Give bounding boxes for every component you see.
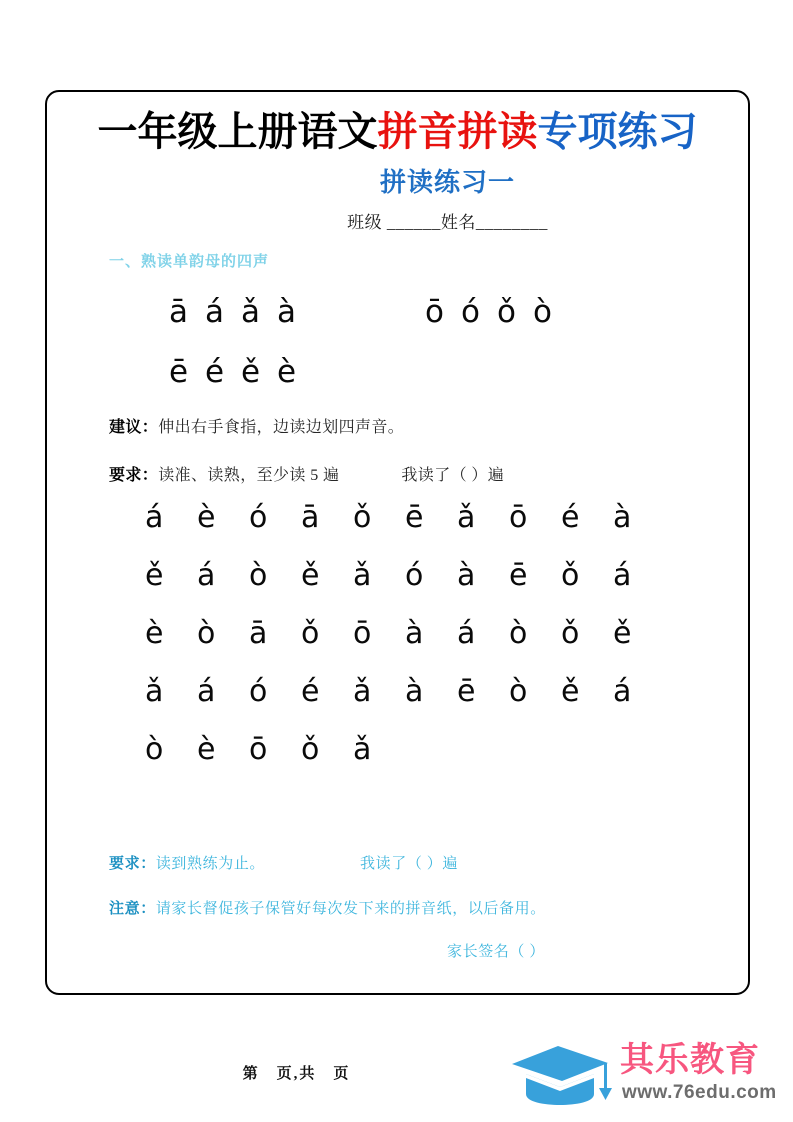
practice-cell: ǒ <box>301 732 320 767</box>
requirement-line-top <box>109 462 504 485</box>
bottom-requirement-label: 要求： <box>109 856 156 872</box>
practice-cell: ō <box>509 500 528 535</box>
notice-text: 请家长督促孩子保管好每次发下来的拼音纸，以后备用。 <box>155 901 546 917</box>
practice-cell: á <box>613 558 632 593</box>
practice-row <box>145 616 705 674</box>
practice-cell: ě <box>561 674 580 709</box>
title-part-practice: 专项练习 <box>537 109 698 154</box>
practice-cell: ǎ <box>353 674 372 709</box>
practice-cell: ò <box>509 674 528 709</box>
practice-cell: á <box>197 558 216 593</box>
practice-cell: è <box>197 732 216 767</box>
practice-cell: ǎ <box>353 558 372 593</box>
tone-row-o <box>425 294 569 330</box>
tone-row-a <box>169 294 313 330</box>
practice-row <box>145 674 705 732</box>
practice-cell: ó <box>249 500 268 535</box>
title-part-pinyin: 拼音拼读 <box>377 109 538 154</box>
practice-cell: ǎ <box>145 674 164 709</box>
tone-a-char: á <box>205 294 224 330</box>
class-and-name-field[interactable]: 班级 ______姓名________ <box>347 213 548 232</box>
tone-e-char: è <box>277 354 297 390</box>
tone-o-char: ò <box>533 294 552 330</box>
practice-cell: ē <box>457 674 476 709</box>
advice-line <box>109 414 404 437</box>
practice-cell: ǒ <box>353 500 372 535</box>
practice-row <box>145 732 705 790</box>
graduation-cap-icon <box>508 1044 612 1106</box>
tone-a-char: à <box>277 294 296 330</box>
practice-cell: è <box>197 500 216 535</box>
practice-cell: ō <box>249 732 268 767</box>
brand-url-text: www.76edu.com <box>622 1082 777 1103</box>
practice-cell: ē <box>509 558 528 593</box>
practice-cell: ó <box>249 674 268 709</box>
tone-e-char: ě <box>241 354 261 390</box>
practice-cell: ě <box>613 616 632 651</box>
practice-cell: á <box>457 616 476 651</box>
practice-cell: è <box>145 616 164 651</box>
parent-signature-field[interactable]: 家长签名（ ） <box>447 944 545 960</box>
practice-cell: ǒ <box>301 616 320 651</box>
practice-cell: ā <box>301 500 320 535</box>
practice-row <box>145 500 705 558</box>
advice-text: 伸出右手食指，边读边划四声音。 <box>158 419 405 436</box>
practice-cell: á <box>197 674 216 709</box>
practice-cell: ò <box>509 616 528 651</box>
practice-cell: ā <box>249 616 268 651</box>
page-title <box>47 106 748 158</box>
practice-cell: ē <box>405 500 424 535</box>
practice-cell: ě <box>301 558 320 593</box>
tone-e-char: ē <box>169 354 189 390</box>
tone-o-char: ǒ <box>497 294 516 330</box>
tone-a-char: ā <box>169 294 188 330</box>
requirement-count-field[interactable]: 我读了（ ）遍 <box>401 467 505 484</box>
practice-cell: ǒ <box>561 616 580 651</box>
footer-page-number: 第 页,共 页 <box>242 1066 351 1082</box>
practice-cell: à <box>405 616 424 651</box>
tone-e-char: é <box>205 354 225 390</box>
brand-logo <box>508 1040 780 1112</box>
practice-cell: á <box>613 674 632 709</box>
practice-cell: ó <box>405 558 424 593</box>
tone-o-char: ó <box>461 294 480 330</box>
tone-a-char: ǎ <box>241 294 260 330</box>
practice-cell: ǎ <box>457 500 476 535</box>
practice-cell: ò <box>249 558 268 593</box>
practice-row <box>145 558 705 616</box>
practice-cell: ò <box>145 732 164 767</box>
bottom-requirement-count-field[interactable]: 我读了（ ）遍 <box>360 856 458 872</box>
section-heading-one: 一、熟读单韵母的四声 <box>109 254 270 270</box>
practice-cell: ǒ <box>561 558 580 593</box>
practice-cell: ō <box>353 616 372 651</box>
practice-cell: à <box>457 558 476 593</box>
practice-cell: ě <box>145 558 164 593</box>
practice-cell: á <box>145 500 164 535</box>
page-subtitle: 拼读练习一 <box>379 168 515 197</box>
advice-label: 建议： <box>109 419 159 436</box>
requirement-text: 读准、读熟，至少读 5 遍 <box>158 467 340 484</box>
practice-cell: é <box>561 500 580 535</box>
notice-label: 注意： <box>109 901 156 917</box>
tone-o-char: ō <box>425 294 444 330</box>
practice-cell: ǎ <box>353 732 372 767</box>
pinyin-practice-grid <box>145 500 705 790</box>
bottom-requirement-text: 读到熟练为止。 <box>155 856 266 872</box>
bottom-notice-line <box>109 897 546 918</box>
requirement-label: 要求： <box>109 467 159 484</box>
practice-cell: à <box>613 500 632 535</box>
bottom-requirement-line <box>109 852 458 873</box>
practice-cell: ò <box>197 616 216 651</box>
title-part-subject: 一年级上册语文 <box>97 109 378 154</box>
practice-cell: é <box>301 674 320 709</box>
brand-name-text: 其乐教育 <box>620 1041 760 1079</box>
tone-row-e <box>169 354 313 390</box>
worksheet-border-frame <box>45 90 750 995</box>
practice-cell: à <box>405 674 424 709</box>
